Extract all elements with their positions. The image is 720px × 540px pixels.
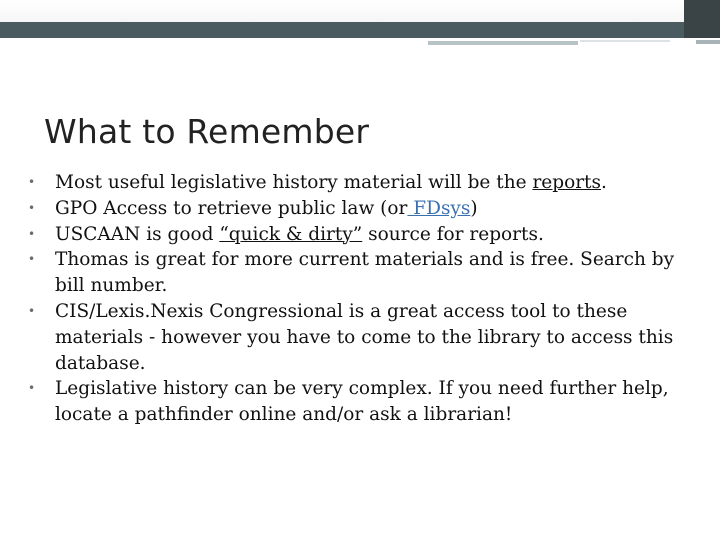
bullet-text-end: . bbox=[600, 172, 607, 193]
bullet-item-thomas bbox=[28, 247, 708, 299]
bullet-list bbox=[28, 170, 708, 428]
slide-title: What to Remember bbox=[44, 112, 370, 151]
bullet-item-reports bbox=[28, 170, 708, 196]
bullet-item-cis-lexisnexis bbox=[28, 299, 708, 376]
bullet-icon: • bbox=[28, 226, 36, 241]
reports-term: reports bbox=[532, 172, 601, 193]
header-accent-line bbox=[428, 41, 578, 45]
bullet-text: Most useful legislative history material will be the bbox=[55, 172, 533, 193]
bullet-item-complexity bbox=[28, 376, 708, 428]
header-bar bbox=[0, 22, 720, 38]
bullet-text: Thomas is great for more current materials and is free. Search by bill number. bbox=[55, 249, 675, 297]
bullet-text: USCAAN is good bbox=[55, 223, 220, 245]
header-bar-highlight bbox=[0, 0, 684, 22]
bullet-item-uscaan bbox=[28, 222, 708, 248]
bullet-text: Legislative history can be very complex. If you need further help, locate a pathfinder online and/or ask a librarian! bbox=[55, 378, 669, 426]
bullet-icon: • bbox=[28, 200, 36, 215]
bullet-text: CIS/Lexis.Nexis Congressional is a great access tool to these materials - however you have to come to the library to access this database. bbox=[55, 300, 674, 374]
bullet-text: GPO Access to retrieve public law (or bbox=[55, 197, 408, 219]
bullet-text-end: source for reports. bbox=[362, 223, 544, 245]
bullet-icon: • bbox=[28, 303, 36, 318]
fdsys-link[interactable]: FDsys bbox=[407, 197, 471, 219]
bullet-item-gpo-access bbox=[28, 196, 708, 222]
bullet-icon: • bbox=[28, 381, 36, 396]
bullet-text-end: ) bbox=[470, 197, 478, 219]
bullet-icon: • bbox=[28, 175, 36, 189]
header-accent-line-thin bbox=[580, 40, 670, 42]
bullet-icon: • bbox=[28, 252, 36, 267]
header-corner-block bbox=[684, 0, 720, 38]
header-accent-tick bbox=[696, 40, 720, 44]
quick-dirty-term: “quick & dirty” bbox=[219, 223, 363, 245]
